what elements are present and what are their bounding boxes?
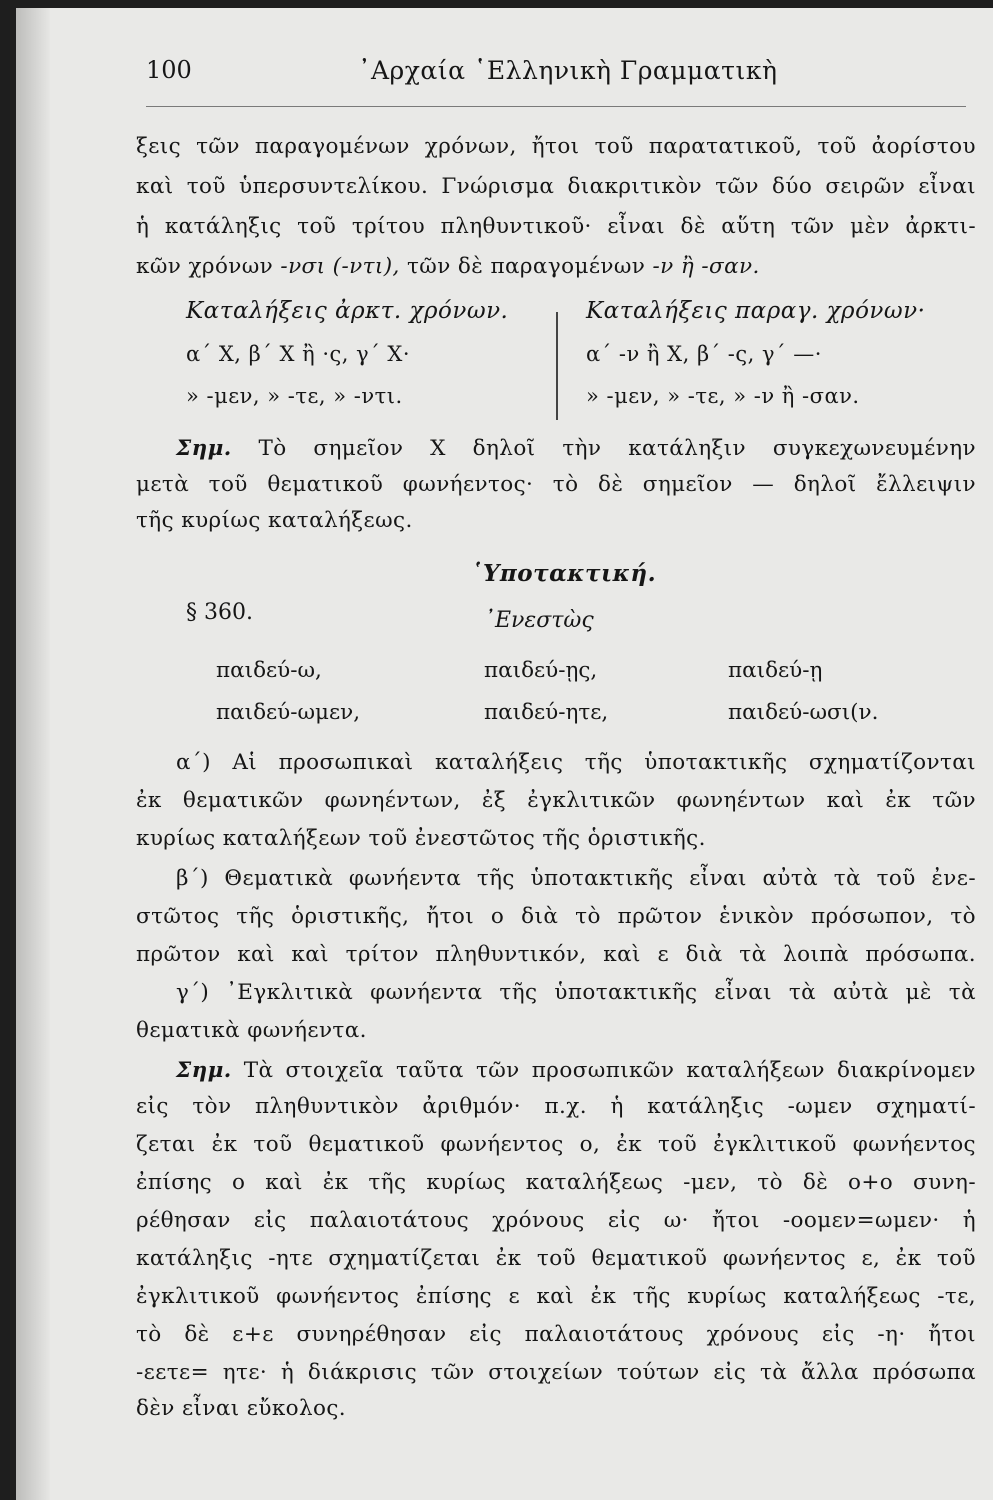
paradigm-form: παιδεύ-ωμεν,: [216, 700, 361, 725]
primary-endings-column: [186, 298, 546, 422]
paradigm-row: [216, 658, 936, 692]
rule-line: στῶτος τῆς ὁριστικῆς, ἤτοι ο διὰ τὸ πρῶτον ἑνικὸν πρόσωπον, τὸ: [136, 904, 976, 929]
rule-line: ἐκ θεματικῶν φωνηέντων, ἐξ ἐγκλιτικῶν φωνηέντων καὶ ἐκ τῶν: [136, 788, 976, 813]
note-line: κατάληξις -ητε σχηματίζεται ἐκ τοῦ θεματικοῦ φωνήεντος ε, ἐκ τοῦ: [136, 1246, 976, 1271]
note-line: ρέθησαν εἰς παλαιοτάτους χρόνους εἰς ω· ἤτοι -οομεν=ωμεν· ἡ: [136, 1208, 976, 1233]
table-heading: Καταλήξεις ἀρκτ. χρόνων.: [186, 298, 509, 324]
note-label: Σημ.: [176, 1058, 232, 1083]
table-row: α΄ Χ, β΄ Χ ἢ ·ς, γ΄ Χ·: [186, 342, 410, 366]
rule-line: γ΄) ᾽Εγκλιτικὰ φωνήεντα τῆς ὑποτακτικῆς εἶναι τὰ αὐτὰ μὲ τὰ: [176, 980, 976, 1005]
note-line: [136, 1054, 976, 1087]
note-text: Τὰ στοιχεῖα ταῦτα τῶν προσωπικῶν καταλήξεων διακρίνομεν: [243, 1058, 976, 1083]
rule-line: πρῶτον καὶ καὶ τρίτον πληθυντικόν, καὶ ε διὰ τὰ λοιπὰ πρόσωπα.: [136, 942, 976, 967]
paradigm-form: παιδεύ-ῃς,: [484, 658, 598, 683]
rule-line: β΄) Θεματικὰ φωνήεντα τῆς ὑποτακτικῆς εἶναι αὐτὰ τὰ τοῦ ἐνε-: [176, 866, 976, 891]
note-line: εἰς τὸν πληθυντικὸν ἀριθμόν· π.χ. ἡ κατάληξις -ωμεν σχηματί-: [136, 1094, 976, 1119]
rule-line: κυρίως καταλήξεων τοῦ ἐνεστῶτος τῆς ὁριστικῆς.: [136, 826, 706, 851]
page-header: [146, 54, 966, 94]
table-row: » -μεν, » -τε, » -ν ἢ -σαν.: [586, 384, 860, 408]
paradigm-form: παιδεύ-ῃ: [728, 658, 823, 683]
section-number: § 360.: [186, 600, 253, 625]
ending-active: -νσι (-ντι),: [280, 254, 400, 279]
ending-derived: -ν ἢ -σαν.: [652, 254, 760, 279]
note-line: [136, 432, 976, 465]
paradigm-row: [216, 700, 936, 734]
note-label: Σημ.: [176, 436, 232, 461]
intro-line: καὶ τοῦ ὑπερσυντελίκου. Γνώρισμα διακριτικὸν τῶν δύο σειρῶν εἶναι: [136, 174, 976, 199]
note-text: Τὸ σημεῖον Χ δηλοῖ τὴν κατάληξιν συγκεχωνευμένην: [258, 436, 976, 461]
paradigm-form: παιδεύ-ω,: [216, 658, 322, 683]
table-row: α΄ -ν ἢ Χ, β΄ -ς, γ΄ —·: [586, 342, 822, 366]
intro-text: κῶν χρόνων: [136, 254, 274, 279]
note-line: μετὰ τοῦ θεματικοῦ φωνήεντος· τὸ δὲ σημεῖον — δηλοῖ ἔλλειψιν: [136, 472, 976, 497]
endings-table: [186, 298, 976, 422]
table-row: » -μεν, » -τε, » -ντι.: [186, 384, 403, 408]
table-heading: Καταλήξεις παραγ. χρόνων·: [586, 298, 926, 324]
note-line: δὲν εἶναι εὔκολος.: [136, 1396, 347, 1421]
secondary-endings-column: [586, 298, 976, 422]
paradigm-form: παιδεύ-ητε,: [484, 700, 609, 725]
rule-line: α΄) Αἱ προσωπικαὶ καταλήξεις τῆς ὑποτακτικῆς σχηματίζονται: [176, 750, 976, 775]
book-page: [16, 8, 993, 1500]
note-line: -εετε= ητε· ἡ διάκρισις τῶν στοιχείων τούτων εἰς τὰ ἄλλα πρόσωπα: [136, 1360, 976, 1385]
paradigm-form: παιδεύ-ωσι(ν.: [728, 700, 879, 725]
note-line: ἐγκλιτικοῦ φωνήεντος ἐπίσης ε καὶ ἐκ τῆς κυρίως καταλήξεως -τε,: [136, 1284, 976, 1309]
note-line: τὸ δὲ ε+ε συνηρέθησαν εἰς παλαιοτάτους χρόνους εἰς -η· ἤτοι: [136, 1322, 976, 1347]
table-divider: [556, 312, 558, 420]
intro-last-line: [136, 250, 976, 283]
header-rule: [146, 106, 966, 107]
note-line: ἐπίσης ο καὶ ἐκ τῆς κυρίως καταλήξεως -μεν, τὸ δὲ ο+ο συνη-: [136, 1170, 976, 1195]
intro-line: ἡ κατάληξις τοῦ τρίτου πληθυντικοῦ· εἶναι δὲ αὕτη τῶν μὲν ἀρκτι-: [136, 214, 976, 239]
note-line: ζεται ἐκ τοῦ θεματικοῦ φωνήεντος ο, ἐκ τοῦ ἐγκλιτικοῦ φωνήεντος: [136, 1132, 976, 1157]
intro-line: ξεις τῶν παραγομένων χρόνων, ἤτοι τοῦ παρατατικοῦ, τοῦ ἀορίστου: [136, 134, 976, 159]
note-line: τῆς κυρίως καταλήξεως.: [136, 508, 413, 533]
tense-heading: ᾽Ενεστὼς: [484, 608, 594, 633]
section-heading: ῾Υποτακτική.: [471, 560, 657, 587]
page-spine-shadow: [16, 8, 50, 1500]
page-number: 100: [146, 56, 192, 84]
rule-line: θεματικὰ φωνήεντα.: [136, 1018, 367, 1043]
running-title: ᾽Αρχαία ῾Ελληνικὴ Γραμματικὴ: [358, 56, 778, 85]
intro-text: τῶν δὲ παραγομένων: [407, 254, 646, 279]
